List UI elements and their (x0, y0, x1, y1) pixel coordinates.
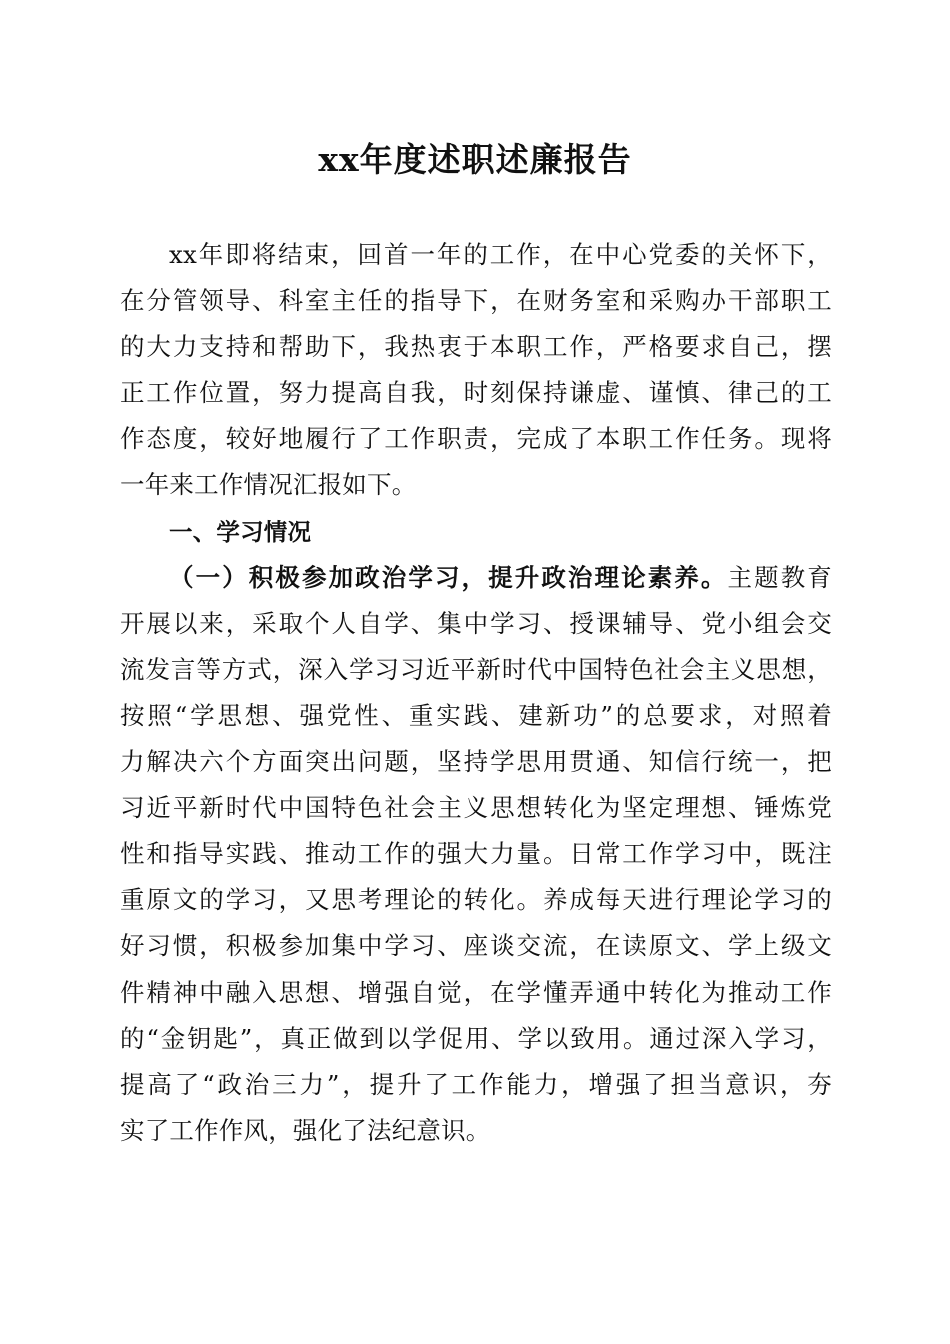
paragraph-line: 件精神中融入思想、增强自觉，在学懂弄通中转化为推动工作 (120, 977, 832, 1007)
paragraph-line: 实了工作作风，强化了法纪意识。 (120, 1115, 491, 1145)
paragraph-line: 重原文的学习，又思考理论的转化。养成每天进行理论学习的 (120, 885, 832, 915)
paragraph-line: 好习惯，积极参加集中学习、座谈交流，在读原文、学上级文 (120, 931, 832, 961)
subsection-heading: （一）积极参加政治学习，提升政治理论素养。 (169, 562, 728, 592)
subsection-text: 主题教育 (727, 562, 832, 592)
paragraph-line: 力解决六个方面突出问题，坚持学思用贯通、知信行统一，把 (120, 747, 832, 777)
paragraph-line: 开展以来，采取个人自学、集中学习、授课辅导、党小组会交 (120, 608, 832, 638)
subsection-line (120, 555, 832, 601)
paragraph-line: 在分管领导、科室主任的指导下，在财务室和采购办干部职工 (120, 286, 832, 316)
paragraph-line: 的大力支持和帮助下，我热衷于本职工作，严格要求自己，摆 (120, 332, 832, 362)
paragraph-line: 提高了“政治三力”，提升了工作能力，增强了担当意识，夯 (120, 1069, 832, 1099)
paragraph-line: 正工作位置，努力提高自我，时刻保持谦虚、谨慎、律己的工 (120, 378, 832, 408)
document-body (120, 232, 832, 1154)
document-title: xx年度述职述廉报告 (318, 140, 632, 179)
paragraph-line: 按照“学思想、强党性、重实践、建新功”的总要求，对照着 (120, 700, 832, 730)
paragraph-line: xx年即将结束，回首一年的工作，在中心党委的关怀下， (169, 240, 832, 269)
paragraph-line: 流发言等方式，深入学习习近平新时代中国特色社会主义思想， (120, 654, 832, 684)
paragraph-line: 习近平新时代中国特色社会主义思想转化为坚定理想、锤炼党 (120, 793, 832, 823)
paragraph-line: 作态度，较好地履行了工作职责，完成了本职工作任务。现将 (120, 424, 832, 454)
section-heading: 一、学习情况 (169, 517, 312, 546)
paragraph-line: 性和指导实践、推动工作的强大力量。日常工作学习中，既注 (120, 839, 832, 869)
paragraph-line: 的“金钥匙”，真正做到以学促用、学以致用。通过深入学习， (120, 1023, 832, 1053)
paragraph-line: 一年来工作情况汇报如下。 (120, 470, 417, 500)
